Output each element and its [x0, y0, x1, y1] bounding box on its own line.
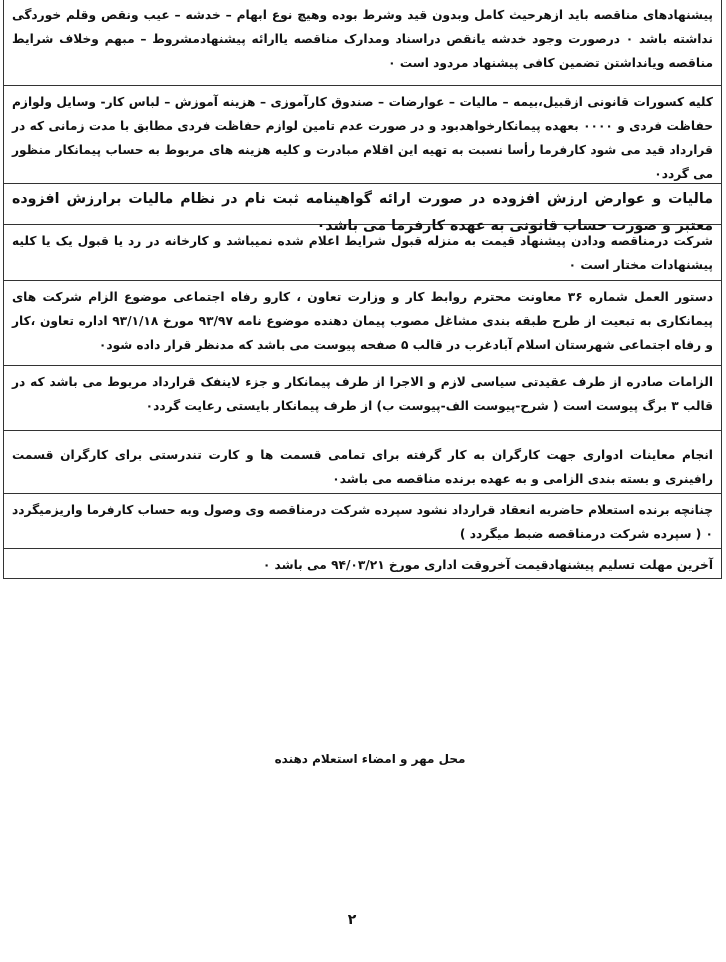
condition-row-5: دستور العمل شماره ۳۶ معاونت محترم روابط کار و وزارت تعاون ، کارو رفاه اجتماعی موضوع الزام شرکت های پیمانکاری به تبعیت از طرح طبقه بندی مشاغل مصوب پیمان دهنده موضوع نامه ۹۳/۹۷ مورخ ۹۳/۱/۱۸ اداره تعاون ،کار و رفاه اجتماعی شهرستان اسلام آبادغرب در قالب ۵ صفحه پیوست می باشد که مدنظر قرار داده شود۰ [4, 280, 721, 365]
seal-signature-label: محل مهر و امضاء استعلام دهنده [274, 752, 466, 766]
conditions-table [3, 0, 722, 579]
condition-row-6: الزامات صادره از طرف عقیدتی سیاسی لازم و الاجرا از طرف پیمانکار و جزء لاینفک قرارداد مربوط می باشد که در قالب ۳ برگ پیوست است ( شرح-پیوست الف-پیوست ب) از طرف پیمانکار بایستی رعایت گردد۰ [4, 365, 721, 430]
condition-row-8: چنانچه برنده استعلام حاضربه انعقاد قرارداد نشود سپرده شرکت درمناقصه وی وصول وبه حساب کارفرما واریزمیگردد ۰ ( سپرده شرکت درمناقصه ضبط میگردد ) [4, 493, 721, 548]
page-number: ۲ [347, 912, 357, 928]
condition-row-9: آخرین مهلت تسلیم پیشنهادقیمت آخروقت اداری مورخ ۹۴/۰۳/۲۱ می باشد ۰ [4, 548, 721, 578]
condition-row-1: پیشنهادهای مناقصه باید ازهرحیث کامل وبدون قید وشرط بوده وهیچ نوع ابهام – خدشه – عیب ونقص وقلم خوردگی نداشته باشد ۰ درصورت وجود خدشه یانقص دراسناد ومدارک مناقصه یاارائه پیشنهادمشروط – مبهم وخلاف شرایط مناقصه ویانداشتن تضمین کافی پیشنهاد مردود است ۰ [12, 8, 713, 70]
condition-row-3: مالیات و عوارض ارزش افزوده در صورت ارائه گواهینامه ثبت نام در نظام مالیات برارزش افزوده معتبر و صورت حساب قانونی به عهده کارفرما می باشد۰ [4, 183, 721, 224]
condition-row-2: کلیه کسورات قانونی ازقبیل،بیمه – مالیات – عوارضات – صندوق کارآموزی – هزینه آموزش – لباس کار- وسایل ولوازم حفاظت فردی و ۰۰۰۰ بعهده پیمانکارخواهدبود و در صورت عدم تامین لوازم حفاظت فردی مطابق با مدت زمانی که در قرارداد قید می شود کارفرما رأسا نسبت به تهیه این اقلام مبادرت و کلیه هزینه های مربوط به حساب پیمانکار منظور می گردد۰ [4, 85, 721, 183]
condition-row-4: شرکت درمناقصه ودادن پیشنهاد قیمت به منزله قبول شرایط اعلام شده نمیباشد و کارخانه در رد یا قبول یک یا کلیه پیشنهادات مختار است ۰ [4, 224, 721, 280]
condition-row-7: انجام معاینات ادواری جهت کارگران به کار گرفته برای تمامی قسمت ها و کارت تندرستی برای کارگران قسمت رافینری و بسته بندی الزامی و به عهده برنده مناقصه می باشد۰ [4, 430, 721, 493]
